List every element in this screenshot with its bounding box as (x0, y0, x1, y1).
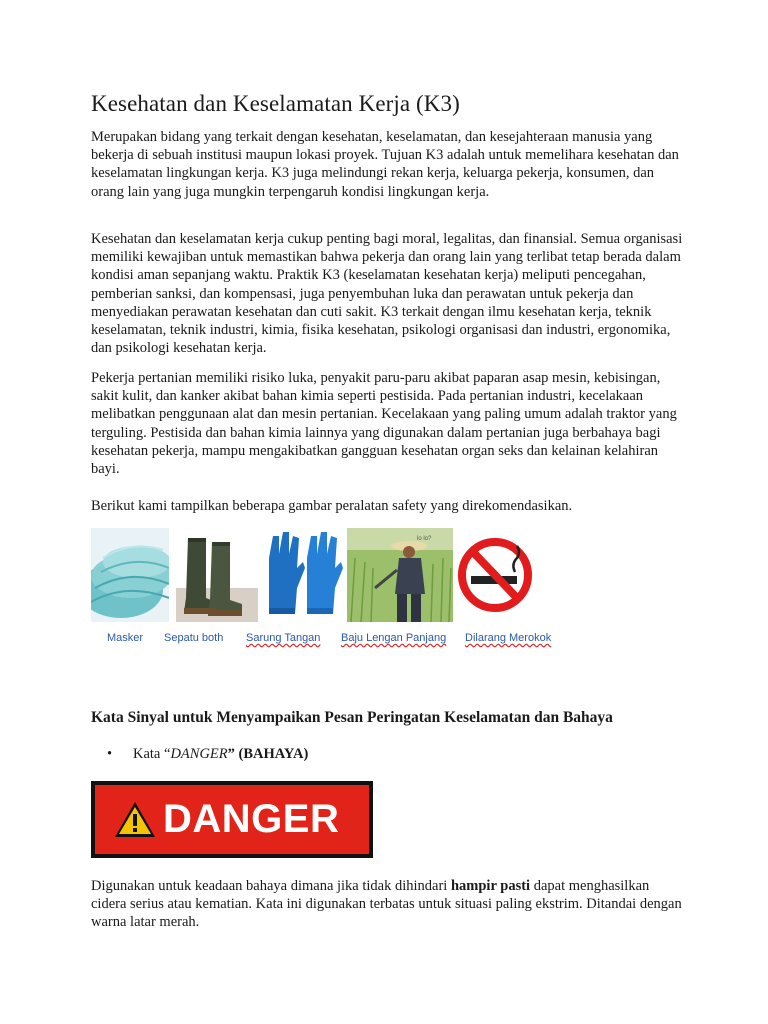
bullet-word: DANGER (170, 746, 228, 762)
danger-sign (91, 781, 373, 858)
bullet-suffix: ” (BAHAYA) (227, 746, 309, 762)
safety-equipment-gallery (91, 528, 691, 652)
caption-long-sleeve: Baju Lengan Panjang (341, 632, 447, 644)
farmer-photo (347, 528, 453, 622)
no-smoking-sign (457, 528, 533, 622)
paragraph-danger-description: Digunakan untuk keadaan bahaya dimana jika tidak dihindari hampir pasti dapat menghasilkan cidera serius atau kematian. Kata ini digunakan terbatas untuk situasi paling ekstrim. Ditandai dengan warna latar merah. (91, 878, 682, 931)
warning-triangle-icon (113, 800, 157, 840)
section-heading: Kata Sinyal untuk Menyampaikan Pesan Peringatan Keselamatan dan Bahaya (91, 709, 613, 726)
page-title: Kesehatan dan Keselamatan Kerja (K3) (91, 91, 460, 116)
paragraph-importance: Kesehatan dan keselamatan kerja cukup penting bagi moral, legalitas, dan finansial. Semua organisasi memiliki kewajiban untuk memastikan bahwa pekerja dan orang lain yang terlibat tetap berada dalam kondisi aman sepanjang waktu. Praktik K3 (keselamatan kesehatan kerja) meliputi pencegahan, pemberian sanksi, dan kompensasi, juga penyembuhan luka dan perawatan untuk pekerja dan menyediakan perawatan kesehatan dan cuti sakit. K3 terkait dengan ilmu kesehatan kerja, teknik keselamatan, teknik industri, kimia, fisika kesehatan, psikologi organisasi dan industri, ergonomika, dan psikologi kesehatan kerja. (91, 231, 683, 357)
caption-gloves: Sarung Tangan (246, 632, 321, 644)
bullet-dot: • (107, 746, 113, 762)
bullet-danger (107, 746, 308, 763)
boots-photo (176, 528, 258, 622)
danger-sign-text: DANGER (163, 797, 340, 841)
caption-boots: Sepatu both (164, 632, 224, 644)
caption-no-smoking: Dilarang Merokok (465, 632, 552, 644)
mask-photo (91, 528, 169, 622)
svg-text:lo lo?: lo lo? (417, 536, 432, 542)
caption-mask: Masker (107, 632, 144, 644)
bullet-prefix: Kata “ (133, 746, 171, 762)
paragraph-intro: Merupakan bidang yang terkait dengan kesehatan, keselamatan, dan kesejahteraan manusia yang bekerja di sebuah institusi maupun lokasi proyek. Tujuan K3 adalah untuk memelihara kesehatan dan keselamatan lingkungan kerja. K3 juga melindungi rekan kerja, keluarga pekerja, konsumen, dan orang lain yang juga mungkin terpengaruh kondisi lingkungan kerja. (91, 129, 679, 200)
paragraph-images-intro: Berikut kami tampilkan beberapa gambar peralatan safety yang direkomendasikan. (91, 498, 573, 514)
gloves-photo (263, 528, 343, 622)
paragraph-agriculture: Pekerja pertanian memiliki risiko luka, penyakit paru-paru akibat paparan asap mesin, kebisingan, sakit kulit, dan kanker akibat bahan kimia seperti pestisida. Pada pertanian industri, kecelakaan melibatkan penggunaan alat dan mesin pertanian. Kecelakaan yang paling umum adalah traktor yang terguling. Pestisida dan bahan kimia lainnya yang digunakan dalam pertanian juga berbahaya bagi kesehatan pekerja, mampu mengakibatkan gangguan kesehatan organ seks dan kelainan kelahiran bayi. (91, 370, 677, 478)
